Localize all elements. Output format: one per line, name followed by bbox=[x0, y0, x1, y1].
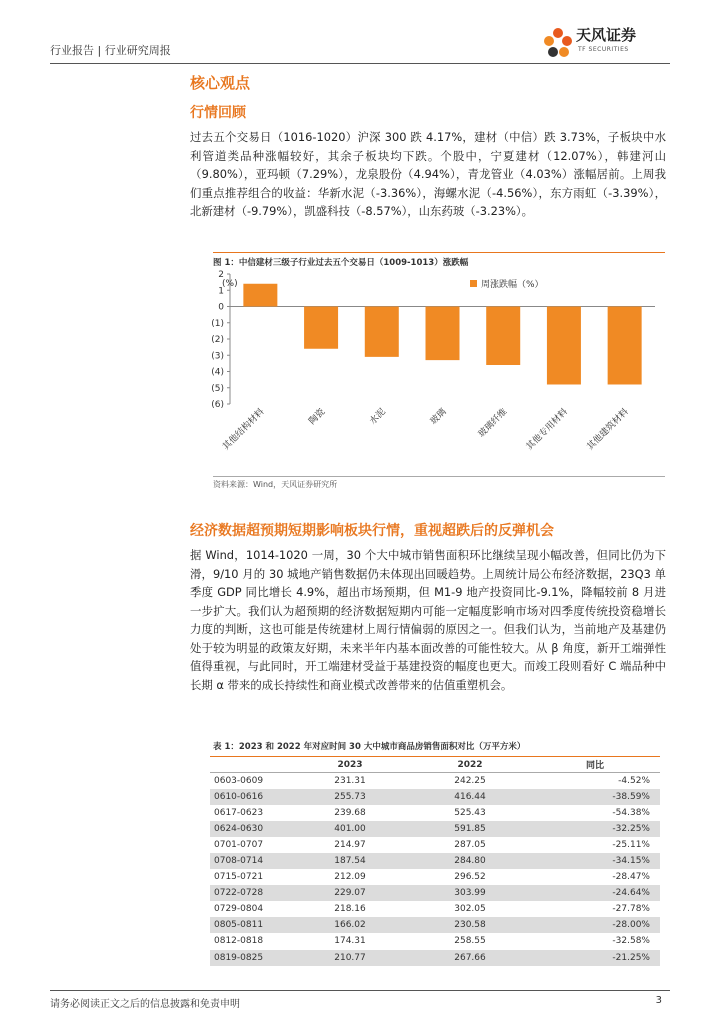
table-cell: -32.25% bbox=[530, 821, 660, 837]
x-tick-label: 陶瓷 bbox=[307, 407, 328, 427]
y-tick-label: (1) bbox=[211, 318, 224, 329]
y-tick-label: 0 bbox=[218, 302, 224, 313]
chart-svg bbox=[200, 266, 666, 476]
table-header-row bbox=[210, 757, 660, 773]
table-cell: 284.80 bbox=[410, 853, 530, 869]
table-cell: 218.16 bbox=[334, 904, 366, 915]
table-row bbox=[210, 805, 660, 821]
table-cell: 255.73 bbox=[290, 789, 410, 805]
legend-label: 周涨跌幅（%） bbox=[481, 280, 544, 290]
page-footer bbox=[50, 990, 670, 1010]
table-row bbox=[210, 821, 660, 837]
chart-bar bbox=[365, 307, 399, 357]
table-cell: 0722-0728 bbox=[210, 885, 290, 901]
sales-area-table bbox=[210, 756, 660, 966]
table-cell: 287.05 bbox=[454, 839, 486, 850]
table-cell: 0819-0825 bbox=[210, 950, 290, 966]
table-cell: 303.99 bbox=[410, 885, 530, 901]
x-tick-label: 其他结构材料 bbox=[221, 407, 267, 453]
table-header-cell: 2023 bbox=[290, 757, 410, 773]
table-header-cell bbox=[210, 757, 290, 773]
table-cell: -34.15% bbox=[530, 853, 660, 869]
table-row bbox=[210, 853, 660, 869]
table-cell: 401.00 bbox=[290, 821, 410, 837]
section2-title: 经济数据超预期短期影响板块行情，重视超跌后的反弹机会 bbox=[190, 523, 554, 539]
table-cell: -21.25% bbox=[530, 950, 660, 966]
table-header-cell: 同比 bbox=[530, 757, 660, 773]
chart-bar bbox=[486, 307, 520, 366]
chart-bar bbox=[243, 284, 277, 307]
bar-chart bbox=[200, 266, 666, 476]
table-cell: -54.38% bbox=[612, 807, 650, 818]
logo-text-cn: 天风证券 bbox=[576, 26, 637, 44]
table-cell: -38.59% bbox=[530, 789, 660, 805]
table-row bbox=[210, 885, 660, 901]
table-cell: -28.00% bbox=[530, 917, 660, 933]
table-cell: 0805-0811 bbox=[210, 917, 290, 933]
x-tick-label: 玻璃纤维 bbox=[476, 407, 510, 440]
chart-bar bbox=[547, 307, 581, 385]
x-tick-label: 其他专用材料 bbox=[524, 407, 571, 453]
table-cell: 229.07 bbox=[290, 885, 410, 901]
chart-bar bbox=[426, 307, 460, 361]
table-cell: 267.66 bbox=[410, 950, 530, 966]
table-cell: 591.85 bbox=[410, 821, 530, 837]
table-cell: 242.25 bbox=[454, 775, 486, 786]
table-cell: 0701-0707 bbox=[214, 839, 264, 850]
table-cell: -28.47% bbox=[612, 872, 650, 883]
chart-bar bbox=[304, 307, 338, 349]
page-header bbox=[50, 26, 670, 64]
figure-source: 资料来源：Wind，天风证券研究所 bbox=[213, 476, 665, 490]
y-tick-label: (3) bbox=[211, 351, 224, 362]
section-title: 核心观点 bbox=[190, 74, 251, 92]
table-row bbox=[210, 950, 660, 966]
table-row bbox=[210, 901, 660, 917]
table-cell: 212.09 bbox=[334, 872, 366, 883]
economic-data-paragraph: 据 Wind，1014-1020 一周，30 个大中城市销售面积环比继续呈现小幅改善，但同比仍为下滑，9/10 月的 30 城地产销售数据仍未体现出回暖趋势。上周统计局公布经济数据，23Q3 单季度 GDP 同比增长 4.9%，超出市场预期，但 M1-9 地产投资同比-9.1%，降幅较前 8 月进一步扩大。我们认为超预期的经济数据短期内可能一定幅度影响市场对四季度传统投资稳增长力度的判断，这也可能是传统建材上周行情偏弱的原因之一。但我们认为，当前地产及基建仍处于较为明显的政策友好期，未来半年内基本面改善的可能性较大。从 β 角度，新开工端弹性值得重视，与此同时，开工端建材受益于基建投资的幅度也更大。而竣工段则看好 C 端品种中长期 α 带来的成长持续性和商业模式改善带来的估值重塑机会。 bbox=[190, 548, 666, 692]
table-row bbox=[210, 917, 660, 933]
table-cell: -25.11% bbox=[612, 839, 650, 850]
y-tick-label: 1 bbox=[218, 286, 224, 297]
logo-text-en: TF SECURITIES bbox=[578, 46, 629, 53]
table-cell: 0715-0721 bbox=[214, 872, 264, 883]
table-cell: -24.64% bbox=[530, 885, 660, 901]
y-tick-label: (6) bbox=[211, 400, 224, 410]
table-cell: 258.55 bbox=[454, 936, 486, 947]
page-number: 3 bbox=[655, 995, 662, 1006]
table-cell: 214.97 bbox=[334, 839, 366, 850]
chart-bar bbox=[608, 307, 642, 385]
figure-caption: 图 1：中信建材三级子行业过去五个交易日（1009-1013）涨跌幅 bbox=[213, 252, 665, 268]
y-unit-label: (%) bbox=[222, 279, 238, 289]
table-cell: 0617-0623 bbox=[214, 807, 264, 818]
table-row bbox=[210, 869, 660, 885]
table-cell: -32.58% bbox=[612, 936, 650, 947]
table-cell: 0708-0714 bbox=[210, 853, 290, 869]
table-cell: 231.31 bbox=[334, 775, 366, 786]
disclaimer-text: 请务必阅读正文之后的信息披露和免责申明 bbox=[50, 999, 240, 1010]
table-row bbox=[210, 773, 660, 789]
x-tick-label: 玻璃 bbox=[428, 407, 449, 427]
table-cell: 166.02 bbox=[290, 917, 410, 933]
table-cell: 0610-0616 bbox=[210, 789, 290, 805]
table-cell: -27.78% bbox=[612, 904, 650, 915]
table-cell: 0812-0818 bbox=[214, 936, 264, 947]
legend-swatch bbox=[470, 280, 477, 287]
table-cell: 525.43 bbox=[454, 807, 486, 818]
table-cell: 239.68 bbox=[334, 807, 366, 818]
table-cell: 0624-0630 bbox=[210, 821, 290, 837]
y-tick-label: (5) bbox=[211, 383, 224, 394]
sub-title: 行情回顾 bbox=[190, 105, 246, 121]
market-review-paragraph: 过去五个交易日（1016-1020）沪深 300 跌 4.17%，建材（中信）跌 3.73%，子板块中水利管道类品种涨幅较好，其余子板块均下跌。个股中，宁夏建材（12.07%），韩建河山（9.80%），亚玛顿（7.29%），龙泉股份（4.94%），青龙管业（4.03%）涨幅居前。上周我们重点推荐组合的收益：华新水泥（-3.36%），海螺水泥（-4.56%），东方雨虹（-3.39%），北新建材（-9.79%），凯盛科技（-8.57%），山东药玻（-3.23%）。 bbox=[190, 130, 666, 218]
table-cell: 210.77 bbox=[290, 950, 410, 966]
report-type: 行业报告 | 行业研究周报 bbox=[50, 44, 171, 57]
table-cell: 302.05 bbox=[454, 904, 486, 915]
x-tick-label: 其他建筑材料 bbox=[585, 407, 631, 453]
y-tick-label: (4) bbox=[211, 367, 224, 378]
table-cell: 230.58 bbox=[410, 917, 530, 933]
table-cell: -4.52% bbox=[618, 775, 650, 786]
table-caption: 表 1：2023 和 2022 年对应时间 30 大中城市商品房销售面积对比（万平方米） bbox=[213, 742, 526, 752]
table-cell: 174.31 bbox=[334, 936, 366, 947]
y-tick-label: 2 bbox=[218, 270, 224, 280]
table-cell: 296.52 bbox=[454, 872, 486, 883]
logo-flower-icon bbox=[540, 24, 576, 60]
table-header-cell: 2022 bbox=[410, 757, 530, 773]
x-tick-label: 水泥 bbox=[368, 407, 388, 427]
table-cell: 416.44 bbox=[410, 789, 530, 805]
table-row bbox=[210, 789, 660, 805]
table-cell: 187.54 bbox=[290, 853, 410, 869]
y-tick-label: (2) bbox=[211, 335, 224, 345]
table-cell: 0729-0804 bbox=[214, 904, 264, 915]
company-logo bbox=[540, 22, 660, 62]
table-row bbox=[210, 837, 660, 853]
table-cell: 0603-0609 bbox=[214, 775, 264, 786]
table-row bbox=[210, 933, 660, 949]
